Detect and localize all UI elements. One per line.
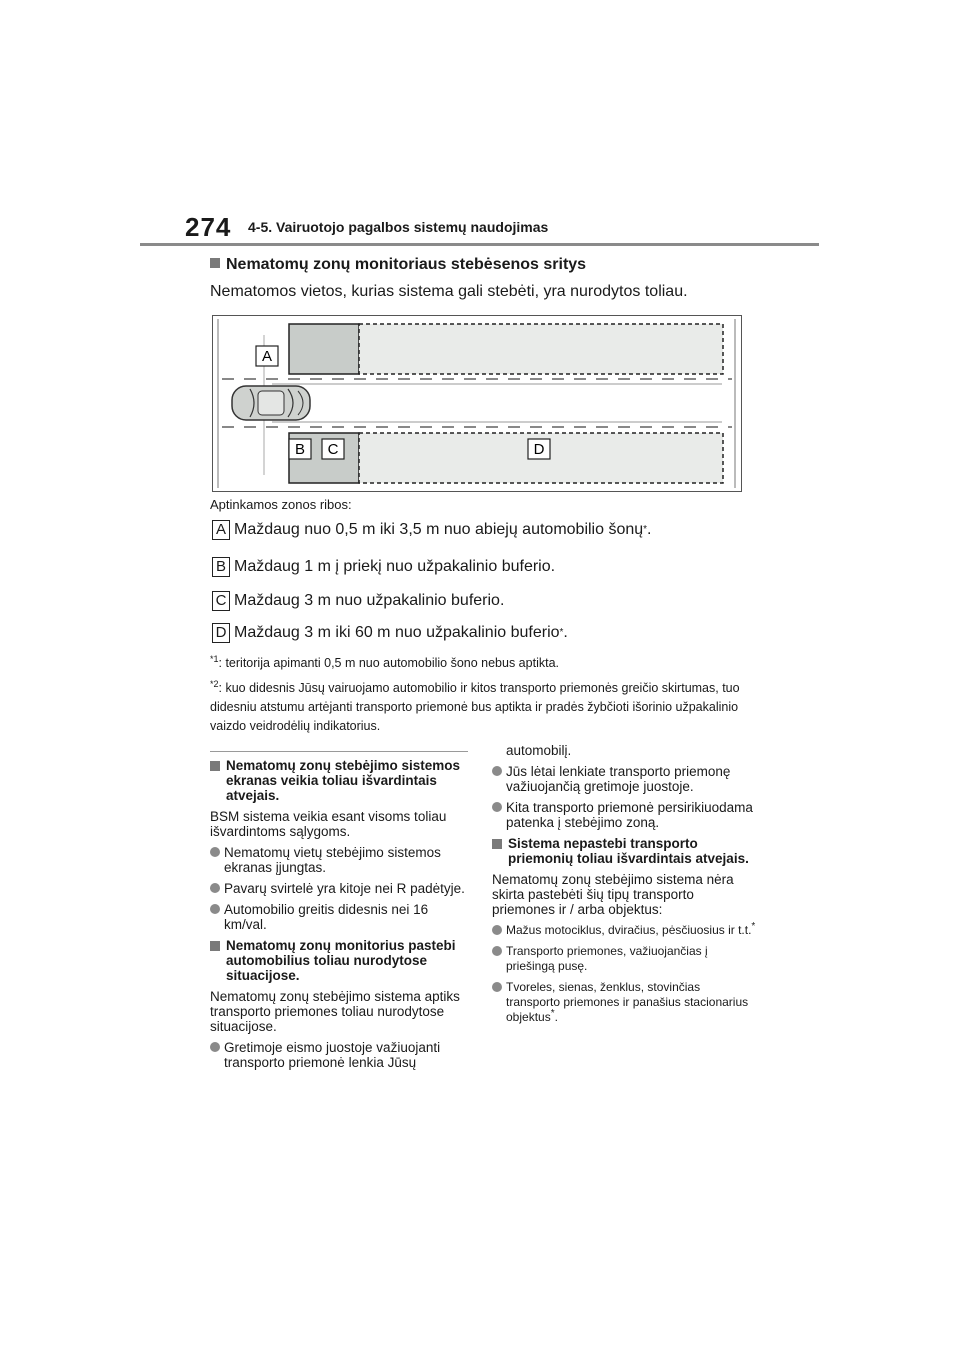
zone-label-d	[528, 439, 550, 459]
bullet-icon	[210, 847, 220, 857]
svg-text:B: B	[294, 441, 306, 458]
list-item: Jūs lėtai lenkiate transporto priemonę važiuojančią gretimoje juostoje.	[492, 764, 757, 794]
range-item-b: B Maždaug 1 m į priekį nuo užpakalinio buferio.	[212, 557, 555, 577]
bullet-icon	[492, 946, 502, 956]
range-label-box: C	[212, 591, 230, 611]
page-number: 274	[185, 212, 232, 242]
range-label-box: D	[212, 623, 230, 643]
paragraph: Nematomų zonų stebėjimo sistema nėra skirta pastebėti šių tipų transporto priemones ir / arba objektus:	[492, 872, 734, 917]
range-item-a: A Maždaug nuo 0,5 m iki 3,5 m nuo abiejų automobilio šonų * .	[212, 520, 652, 540]
bullet-icon	[210, 883, 220, 893]
bullet-icon	[492, 925, 502, 935]
range-item-d: D Maždaug 3 m iki 60 m nuo užpakalinio buferio * .	[212, 623, 568, 643]
paragraph: Nematomų zonų stebėjimo sistema aptiks transporto priemones toliau nurodytose situacijose.	[210, 989, 460, 1034]
column-divider	[210, 751, 468, 752]
bullet-icon	[492, 766, 502, 776]
list-item: Gretimoje eismo juostoje važiuojanti transporto priemonė lenkia Jūsų	[210, 1040, 472, 1070]
square-bullet-icon	[210, 258, 220, 268]
subheading-detection: Nematomų zonų monitorius pastebi automobilius toliau nurodytose situacijose.	[210, 938, 472, 983]
range-item-c: C Maždaug 3 m nuo užpakalinio buferio.	[212, 591, 504, 611]
zone-label-a	[256, 346, 278, 366]
paragraph: BSM sistema veikia esant visoms toliau išvardintoms sąlygoms.	[210, 809, 447, 839]
list-item: Automobilio greitis didesnis nei 16 km/val.	[210, 902, 472, 932]
left-column	[210, 758, 472, 1076]
zone-d-upper	[359, 324, 723, 374]
list-item: Pavarų svirtelė yra kitoje nei R padėtyje.	[210, 881, 472, 896]
footnote-2: $^{*2}$: kuo didesnis Jūsų vairuojamo automobilio ir kitos transporto priemonės greičio skirtumas, tuo didesniu atstumu artėjanti transporto priemonė bus aptikta ir pradės žybčioti išorinio užpakalinio vaizdo veidrodėlių indikatorius.	[210, 679, 740, 734]
svg-text:C: C	[327, 441, 339, 458]
range-label-box: B	[212, 557, 230, 577]
bullet-icon	[210, 1042, 220, 1052]
svg-text:A: A	[261, 348, 273, 365]
subheading-display-conditions: Nematomų zonų stebėjimo sistemos ekranas veikia toliau išvardintais atvejais.	[210, 758, 472, 803]
zone-label-b	[289, 439, 311, 459]
ranges-caption: Aptinkamos zonos ribos:	[210, 497, 352, 512]
section-heading	[210, 256, 586, 274]
blind-spot-zones-diagram	[212, 315, 742, 492]
svg-text:D: D	[533, 441, 545, 458]
list-item: Transporto priemones, važiuojančias į priešingą pusę.	[492, 944, 757, 974]
bullet-icon	[210, 904, 220, 914]
right-column	[492, 743, 757, 1031]
bullet-icon	[492, 982, 502, 992]
section-intro: Nematomos vietos, kurias sistema gali stebėti, yra nurodytos toliau.	[210, 283, 688, 300]
car-top-view-icon	[232, 386, 310, 420]
continuation-text: automobilį.	[506, 743, 572, 758]
range-label-box: A	[212, 520, 230, 540]
chapter-title: 4-5. Vairuotojo pagalbos sistemų naudojimas	[248, 219, 549, 235]
footnote-1: $^{*1}$: teritorija apimanti 0,5 m nuo automobilio šono nebus aptikta.	[210, 654, 559, 671]
list-item: Mažus motociklus, dviračius, pėsčiuosius ir t.t.*	[492, 923, 757, 938]
header-rule	[140, 243, 819, 246]
list-item: Tvoreles, sienas, ženklus, stovinčias transporto priemones ir panašius stacionarius objektus*.	[492, 980, 757, 1025]
list-item: Kita transporto priemonė persirikiuodama patenka į stebėjimo zoną.	[492, 800, 757, 830]
zone-label-c	[322, 439, 344, 459]
subheading-not-detected: Sistema nepastebi transporto priemonių toliau išvardintais atvejais.	[492, 836, 757, 866]
section-title: Nematomų zonų monitoriaus stebėsenos sritys	[226, 256, 587, 273]
zone-b-c-upper	[289, 324, 359, 374]
bullet-icon	[492, 802, 502, 812]
list-item: Nematomų vietų stebėjimo sistemos ekranas įjungtas.	[210, 845, 472, 875]
